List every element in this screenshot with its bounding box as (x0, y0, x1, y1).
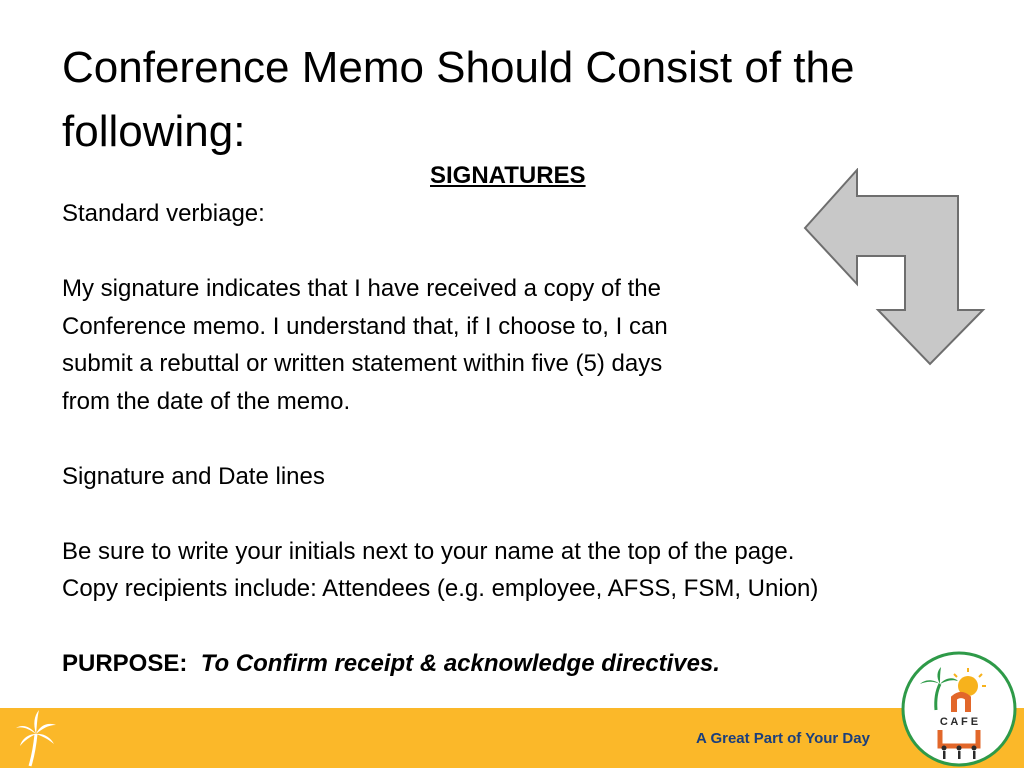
cafe-logo-text: C A F E (939, 716, 979, 728)
verbiage-line: My signature indicates that I have received a copy of the (62, 275, 662, 302)
palm-tree-icon (14, 704, 58, 768)
signature-lines-text: Signature and Date lines (62, 463, 325, 490)
u-turn-arrow-icon (800, 168, 990, 368)
verbiage-line: from the date of the memo. (62, 387, 351, 415)
purpose-label: PURPOSE: (62, 650, 188, 677)
copy-recipients: Copy recipients include: Attendees (e.g. employee, AFSS, FSM, Union) (62, 575, 819, 602)
section-heading: SIGNATURES (430, 162, 586, 189)
slide-title: Conference Memo Should Consist of the following: (62, 43, 855, 156)
verbiage-paragraph (62, 270, 668, 420)
footer-tagline: A Great Part of Your Day (696, 730, 870, 747)
intro-label: Standard verbiage: (62, 200, 265, 227)
verbiage-line: submit a rebuttal or written statement within five (5) days (62, 350, 663, 377)
initials-note: Be sure to write your initials next to your name at the top of the page. (62, 538, 795, 565)
verbiage-line: Conference memo. I understand that, if I choose to, I can (62, 312, 668, 340)
purpose-text: To Confirm receipt & acknowledge directives. (200, 650, 720, 677)
footer-bar (0, 708, 1024, 768)
purpose-statement (62, 645, 720, 683)
cafe-logo (900, 650, 1018, 768)
